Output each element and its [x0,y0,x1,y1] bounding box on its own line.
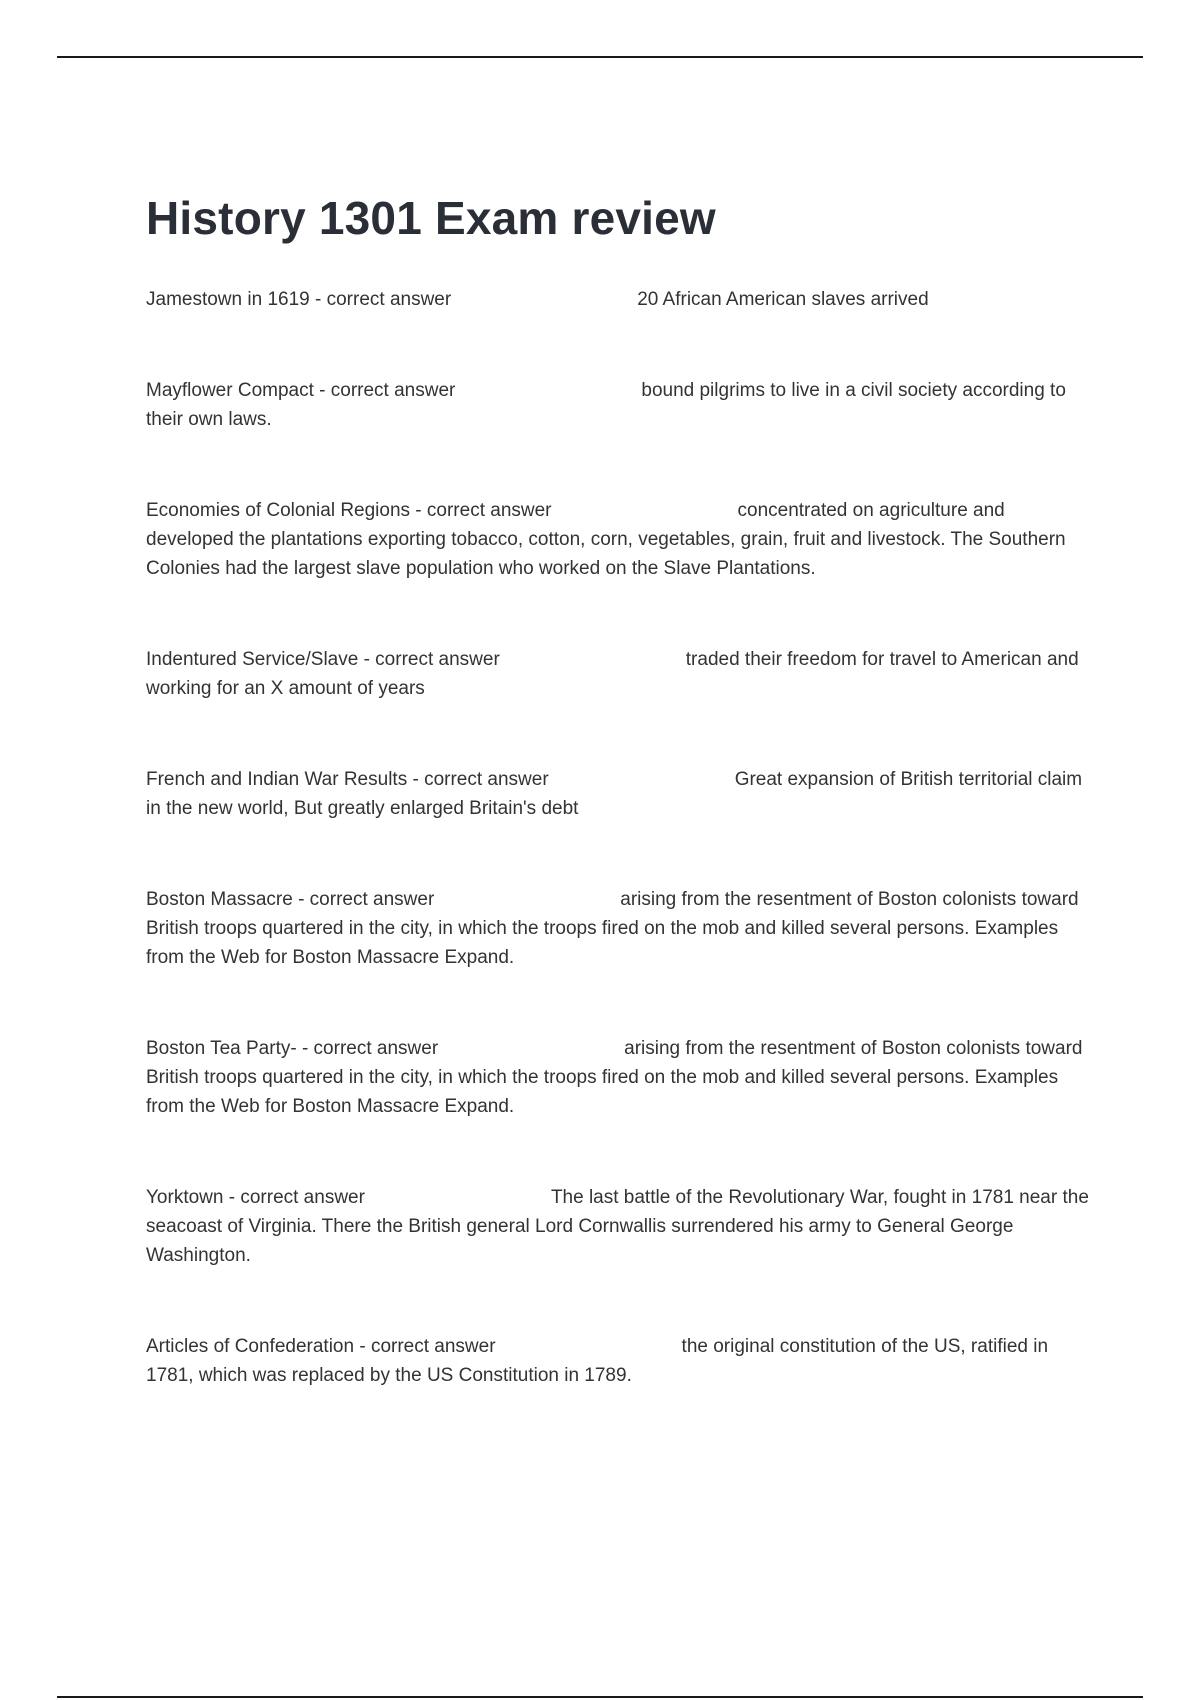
qa-entry [146,1034,1096,1121]
qa-term: Boston Tea Party- - correct answer [146,1038,439,1059]
qa-answer: 20 African American slaves arrived [637,289,929,310]
qa-term: Yorktown - correct answer [146,1187,365,1208]
qa-term: Mayflower Compact - correct answer [146,380,456,401]
qa-term: Jamestown in 1619 - correct answer [146,289,452,310]
qa-answer: The last battle of the Revolutionary War, fought in 1781 near the seacoast of Virginia. There the British general Lord Cornwallis surrendered his army to General George Washington. [146,1187,1089,1266]
qa-answer: the original constitution of the US, ratified in 1781, which was replaced by the US Constitution in 1789. [146,1336,1049,1386]
bottom-rule [57,1696,1143,1698]
qa-entry [146,285,1096,314]
document-title: History 1301 Exam review [146,192,716,244]
qa-answer: arising from the resentment of Boston colonists toward British troops quartered in the city, in which the troops fired on the mob and killed several persons. Examples from the Web for Boston Massacre Expand. [146,889,1079,968]
qa-term: Articles of Confederation - correct answer [146,1336,496,1357]
qa-entry [146,645,1096,703]
qa-answer: Great expansion of British territorial claim in the new world, But greatly enlarged Britain's debt [146,769,1083,819]
qa-entry [146,885,1096,972]
qa-entry [146,1332,1096,1390]
document-body [146,190,1096,1452]
qa-entry [146,1183,1096,1270]
qa-term: Indentured Service/Slave - correct answer [146,649,500,670]
qa-answer: arising from the resentment of Boston colonists toward British troops quartered in the city, in which the troops fired on the mob and killed several persons. Examples from the Web for Boston Massacre Expand. [146,1038,1083,1117]
qa-term: Boston Massacre - correct answer [146,889,435,910]
qa-term: Economies of Colonial Regions - correct answer [146,500,552,521]
qa-answer: bound pilgrims to live in a civil society according to their own laws. [146,380,1066,430]
qa-entry [146,496,1096,583]
qa-answer: traded their freedom for travel to American and working for an X amount of years [146,649,1079,699]
qa-list [146,285,1096,1390]
qa-term: French and Indian War Results - correct answer [146,769,549,790]
qa-entry [146,376,1096,434]
qa-answer: concentrated on agriculture and developed the plantations exporting tobacco, cotton, corn, vegetables, grain, fruit and livestock. The Southern Colonies had the largest slave population who worked on the Slave Plantations. [146,500,1066,579]
qa-entry [146,765,1096,823]
top-rule [57,56,1143,58]
